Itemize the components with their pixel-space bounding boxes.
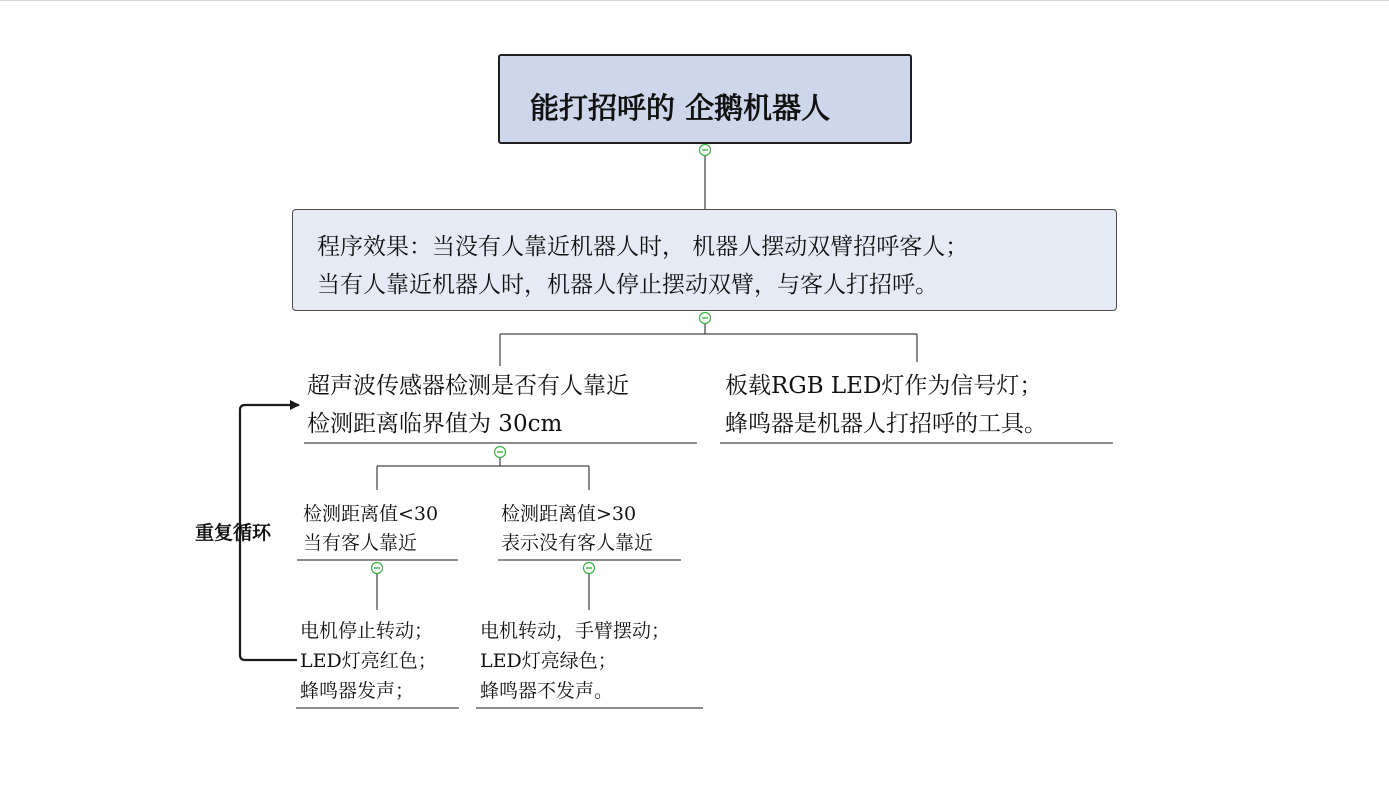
action-stop-line-2: LED灯亮红色；	[300, 650, 437, 672]
branch-less-line-2: 当有客人靠近	[303, 532, 418, 554]
effect-line-2: 当有人靠近机器人时，机器人停止摆动双臂，与客人打招呼。	[317, 272, 938, 298]
sensor-node[interactable]	[307, 367, 629, 443]
action-move-line-1: 电机转动，手臂摆动；	[480, 620, 671, 642]
loop-label: 重复循环	[195, 522, 272, 544]
title-text: 能打招呼的 企鹅机器人	[530, 91, 831, 125]
sensor-line-2: 检测距离临界值为 30cm	[307, 411, 563, 437]
action-move-line-3: 蜂鸣器不发声。	[480, 680, 614, 702]
effect-line-1: 程序效果：当没有人靠近机器人时， 机器人摆动双臂招呼客人；	[317, 234, 969, 260]
signal-line-1: 板载RGB LED灯作为信号灯；	[725, 373, 1043, 399]
branch-more-line-1: 检测距离值>30	[501, 503, 637, 525]
program-effect-node[interactable]	[292, 209, 1117, 311]
action-move-node[interactable]	[480, 616, 670, 706]
branch-less-node[interactable]	[303, 500, 438, 558]
signal-line-2: 蜂鸣器是机器人打招呼的工具。	[725, 411, 1047, 437]
branch-more-line-2: 表示没有客人靠近	[501, 532, 654, 554]
action-stop-node[interactable]	[300, 616, 437, 706]
signal-node[interactable]	[725, 367, 1047, 443]
branch-less-line-1: 检测距离值<30	[303, 503, 439, 525]
title-node[interactable]	[498, 54, 912, 144]
action-stop-line-1: 电机停止转动；	[300, 620, 434, 642]
action-move-line-2: LED灯亮绿色；	[480, 650, 617, 672]
action-stop-line-3: 蜂鸣器发声；	[300, 680, 415, 702]
branch-more-node[interactable]	[501, 500, 653, 558]
sensor-line-1: 超声波传感器检测是否有人靠近	[307, 373, 629, 399]
